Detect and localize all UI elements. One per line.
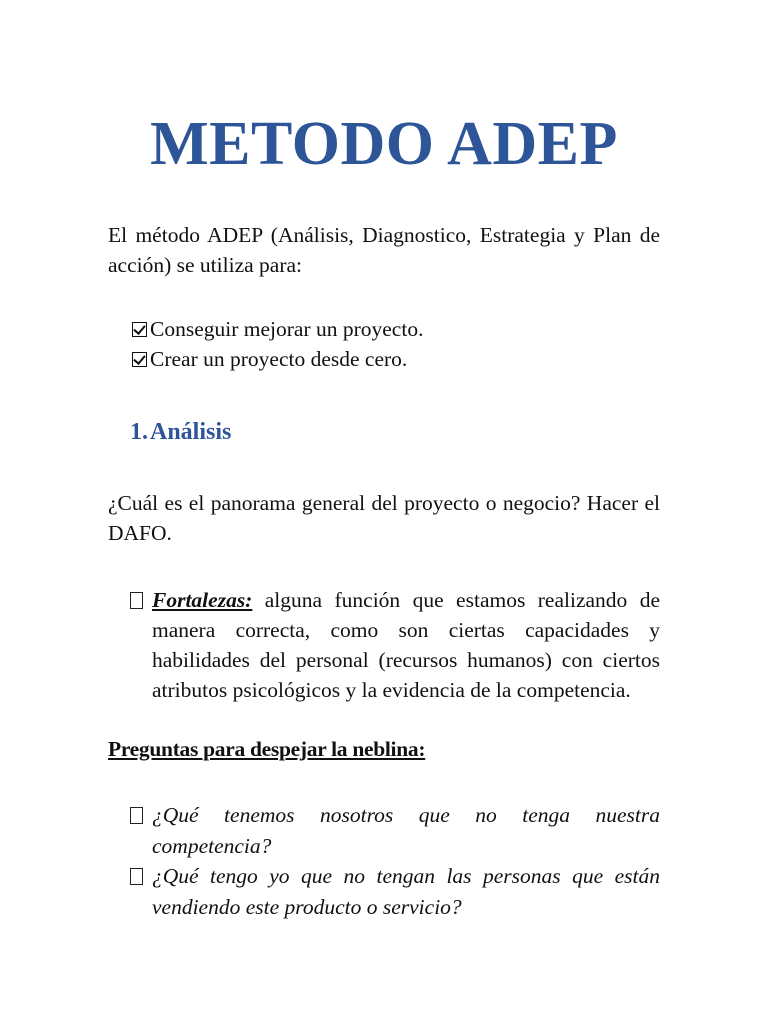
empty-box-icon (130, 592, 143, 609)
pregunta-text: ¿Qué tenemos nosotros que no tenga nuestra competencia? (152, 803, 660, 858)
empty-box-icon (130, 868, 143, 885)
section-number: 1. (130, 419, 148, 445)
preguntas-heading: Preguntas para despejar la neblina: (108, 737, 426, 761)
checklist (132, 314, 423, 374)
checklist-item (132, 314, 423, 344)
fortalezas-term: Fortalezas: (152, 588, 253, 612)
empty-box-icon (130, 807, 143, 824)
checklist-item-label: Crear un proyecto desde cero. (150, 347, 408, 371)
pregunta-item (130, 800, 660, 861)
section-title: Análisis (150, 419, 232, 445)
document-title: METODO ADEP (150, 110, 618, 178)
pregunta-item (130, 861, 660, 922)
fortalezas-item (130, 585, 660, 705)
fortalezas-text: alguna función que estamos realizando de manera correcta, como son ciertas capacidades y habilidades del personal (recursos humanos) con ciertos atributos psicológicos y la evidencia de la competencia. (152, 588, 660, 702)
intro-paragraph: El método ADEP (Análisis, Diagnostico, Estrategia y Plan de acción) se utiliza para: (108, 223, 660, 277)
section-heading (130, 416, 231, 448)
checked-box-icon (132, 322, 147, 337)
preguntas-list (130, 800, 660, 922)
question-paragraph: ¿Cuál es el panorama general del proyecto o negocio? Hacer el DAFO. (108, 491, 660, 545)
checklist-item-label: Conseguir mejorar un proyecto. (150, 317, 424, 341)
checked-box-icon (132, 352, 147, 367)
pregunta-text: ¿Qué tengo yo que no tengan las personas que están vendiendo este producto o servicio? (152, 864, 660, 919)
checklist-item (132, 344, 423, 374)
